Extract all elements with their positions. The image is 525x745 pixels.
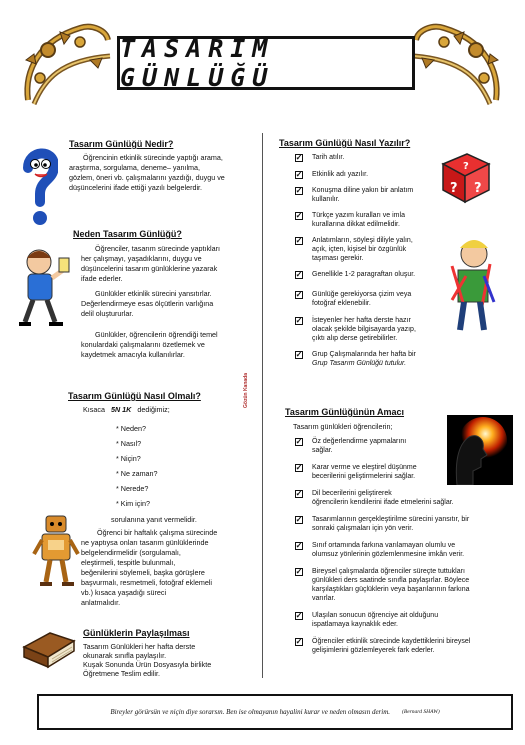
- checkbox-icon: ✓: [295, 489, 303, 498]
- ornament-frame-left: [20, 20, 114, 108]
- section-text-line: Günlükler etkinlik sürecini yansıtırlar.: [95, 289, 212, 298]
- section-text-line: sorulanına yanıt vermelidir.: [111, 515, 197, 524]
- checkbox-icon: ✓: [295, 153, 303, 162]
- section-text-line: düşüncelerini tasarım günlüklerine yazarak: [81, 264, 218, 273]
- section-text-line: Öğretmene Teslim edilir.: [83, 669, 160, 678]
- section-text-line: Değerlendirmeye esas ölçütlerin varlığına: [81, 299, 214, 308]
- section-text-line: konulardaki çalışmalarını özetlemek ve: [81, 340, 205, 349]
- ornament-frame-right: [410, 20, 504, 108]
- checklist-item: ✓ Tarih atılır.: [295, 153, 345, 162]
- section-text-line: Tasarım Günlükleri her hafta derste: [83, 642, 196, 651]
- checklist-item: ✓ İsteyenler her hafta derste hazır olacak şekilde bilgisayarda yazıp, çıktı alıp derse getirebilirler.: [295, 316, 416, 342]
- section-text-line: araştırma, sorgulama, deneme– yanılma,: [69, 163, 201, 172]
- section-text-line: eleştirmeli, tespitle bulunmalı,: [81, 558, 176, 567]
- section-heading: Neden Tasarım Günlüğü?: [73, 229, 182, 239]
- checkbox-icon: ✓: [295, 541, 303, 550]
- book-icon: [20, 627, 78, 673]
- checkbox-icon: ✓: [295, 515, 303, 524]
- checkbox-icon: ✓: [295, 211, 303, 220]
- checkbox-icon: ✓: [295, 186, 303, 195]
- quote-box: [37, 694, 513, 730]
- checkbox-icon: ✓: [295, 637, 303, 646]
- footer-quote: Bireyler görürsün ve niçin diye sorarsın. Ben ise olmayanın hayalini kurar ve neden olmasın derim.: [110, 708, 391, 716]
- checklist-item: ✓ Etkinlik adı yazılır.: [295, 170, 369, 179]
- checklist-item: ✓ Sınıf ortamında farkına varılamayan olumlu ve olumsuz yönlerinin gözlemlenmesine imkân verir.: [295, 541, 465, 558]
- watermark: Gözün Kanada: [243, 372, 249, 408]
- section-text-line: Günlükler, öğrencilerin öğrendiği temel: [95, 330, 218, 339]
- section-text-line: ne yaptıysa onları tasarım günlüklerinde: [81, 538, 209, 547]
- intro-line: [83, 405, 170, 415]
- checkbox-icon: ✓: [295, 270, 303, 279]
- checklist-item: ✓ Konuşma diline yakın bir anlatım kullanılır.: [295, 186, 414, 203]
- section-text-line: Kuşak Sonunda Ürün Dosyasıyla birlikte: [83, 660, 212, 669]
- question-item: * Niçin?: [116, 454, 141, 463]
- svg-text:?: ?: [450, 181, 458, 196]
- question-item: * Nasıl?: [116, 439, 142, 448]
- checkbox-icon: ✓: [295, 316, 303, 325]
- svg-text:?: ?: [463, 161, 469, 172]
- robot-illustration: [32, 512, 80, 592]
- student-with-pencils-illustration: [444, 236, 500, 336]
- checklist-item: ✓ Ulaşılan sonucun öğrenciye ait olduğunu ispatlamaya kaynaklık eder.: [295, 611, 439, 628]
- checklist-item: ✓ Grup Çalışmalarında her hafta bir Grup Tasarım Günlüğü tutulur.: [295, 350, 416, 367]
- intro-prefix: Kısaca: [83, 405, 105, 414]
- checklist-item: ✓ Öz değerlendirme yapmalarını sağlar.: [295, 437, 407, 454]
- section-text-line: düşüncelerini ifade ettiği yazılı belgelerdir.: [69, 183, 203, 192]
- question-item: * Kim için?: [116, 499, 150, 508]
- section-text-line: gözlem, öneri vb. çalışmalarını yazdığı, duygu ve: [69, 173, 225, 182]
- section-text-line: delil oluştururlar.: [81, 309, 134, 318]
- checkbox-icon: ✓: [295, 437, 303, 446]
- page-title: TASARIM GÜNLÜĞÜ: [120, 34, 275, 92]
- question-box-icon: [437, 148, 493, 204]
- checklist-item: ✓ Günlüğe gerekiyorsa çizim veya fotoğraf eklenebilir.: [295, 290, 412, 307]
- checkbox-icon: ✓: [295, 611, 303, 620]
- checkbox-icon: ✓: [295, 463, 303, 472]
- section-text-line: vb.) kısaca yaşadığı süreci: [81, 588, 167, 597]
- checklist-item: ✓ Dil becerilerini geliştirerek öğrencilerin kendilerini ifade etmelerini sağlar.: [295, 489, 454, 506]
- section-text-line: Öğrenci bir haftalık çalışma sürecinde: [97, 528, 218, 537]
- checklist-item: ✓ Türkçe yazım kuralları ve imla kurallarına dikkat edilmelidir.: [295, 211, 405, 228]
- section-text-line: başvurmalı, resmetmeli, fotoğraf eklemeli: [81, 578, 213, 587]
- section-text-line: Öğrencinin etkinlik sürecinde yaptığı arama,: [83, 153, 223, 162]
- section-heading: Günlüklerin Paylaşılması: [83, 628, 190, 638]
- thinking-student-illustration: [13, 244, 75, 328]
- checkbox-icon: ✓: [295, 290, 303, 299]
- checkbox-icon: ✓: [295, 567, 303, 576]
- section-text-line: her çalışmayı, yaşadıklarını, duygu ve: [81, 254, 202, 263]
- checklist-item: ✓ Öğrenciler etkinlik sürecinde kaydettiklerini bireysel gelişimlerini gözlemleyerek fark ederler.: [295, 637, 471, 654]
- checkbox-icon: ✓: [295, 170, 303, 179]
- question-item: * Ne zaman?: [116, 469, 158, 478]
- section-heading: Tasarım Günlüğü Nasıl Yazılır?: [279, 138, 411, 148]
- section-text-line: Öğrenciler, tasarım sürecinde yaptıkları: [95, 244, 221, 253]
- section-text-line: kaydetmek amacıyla kullanılırlar.: [81, 350, 185, 359]
- checklist-item: ✓ Genellikle 1-2 paragraftan oluşur.: [295, 270, 416, 279]
- question-item: * Nerede?: [116, 484, 149, 493]
- column-divider: [262, 133, 263, 678]
- checklist-item: ✓ Bireysel çalışmalarda öğrenciler süreçte tuttukları günlükleri ders saatinde sınıfla paylaşırlar. Böylece karşılaştıkları güçlüklerin veya başarılarının farkına varırlar.: [295, 567, 470, 602]
- question-item: * Neden?: [116, 424, 146, 433]
- section-text-line: belgelendirmelidir (sorgulamalı,: [81, 548, 181, 557]
- checkbox-icon: ✓: [295, 236, 303, 245]
- section-heading: Tasarım Günlüğü Nedir?: [69, 139, 174, 149]
- section-text-line: okunarak sınıfla paylaşılır.: [83, 651, 167, 660]
- section-text-line: ifade ederler.: [81, 274, 123, 283]
- checkbox-icon: ✓: [295, 350, 303, 359]
- footer-author: (Bernard SHAW): [402, 709, 440, 715]
- glowing-head-illustration: [447, 415, 513, 485]
- checklist-item: ✓ Anlatımların, söyleşi diliyle yalın, açık, içten, kişisel bir özgünlük taşıması gerekir.: [295, 236, 413, 262]
- intro-suffix: dediğimiz;: [137, 405, 170, 414]
- svg-text:?: ?: [474, 181, 482, 196]
- checklist-item: ✓ Tasarımlarının gerçekleştirilme sürecini yansıtır, bir sonraki çalışmaları için yön verir.: [295, 515, 470, 532]
- intro-emphasis: 5N 1K: [110, 405, 132, 414]
- title-box: [117, 36, 415, 90]
- section-text-line: anlatmalıdır.: [81, 598, 121, 607]
- question-mark-character-icon: [22, 146, 58, 228]
- section-heading: Tasarım Günlüğünün Amacı: [285, 407, 405, 417]
- section-text-line: beğenilerini söylemeli, başka görüşlere: [81, 568, 205, 577]
- section-text-line: Tasarım günlükleri öğrencilerin;: [293, 422, 393, 431]
- checklist-item: ✓ Karar verme ve eleştirel düşünme becerilerini geliştirmelerini sağlar.: [295, 463, 417, 480]
- section-heading: Tasarım Günlüğü Nasıl Olmalı?: [68, 391, 201, 401]
